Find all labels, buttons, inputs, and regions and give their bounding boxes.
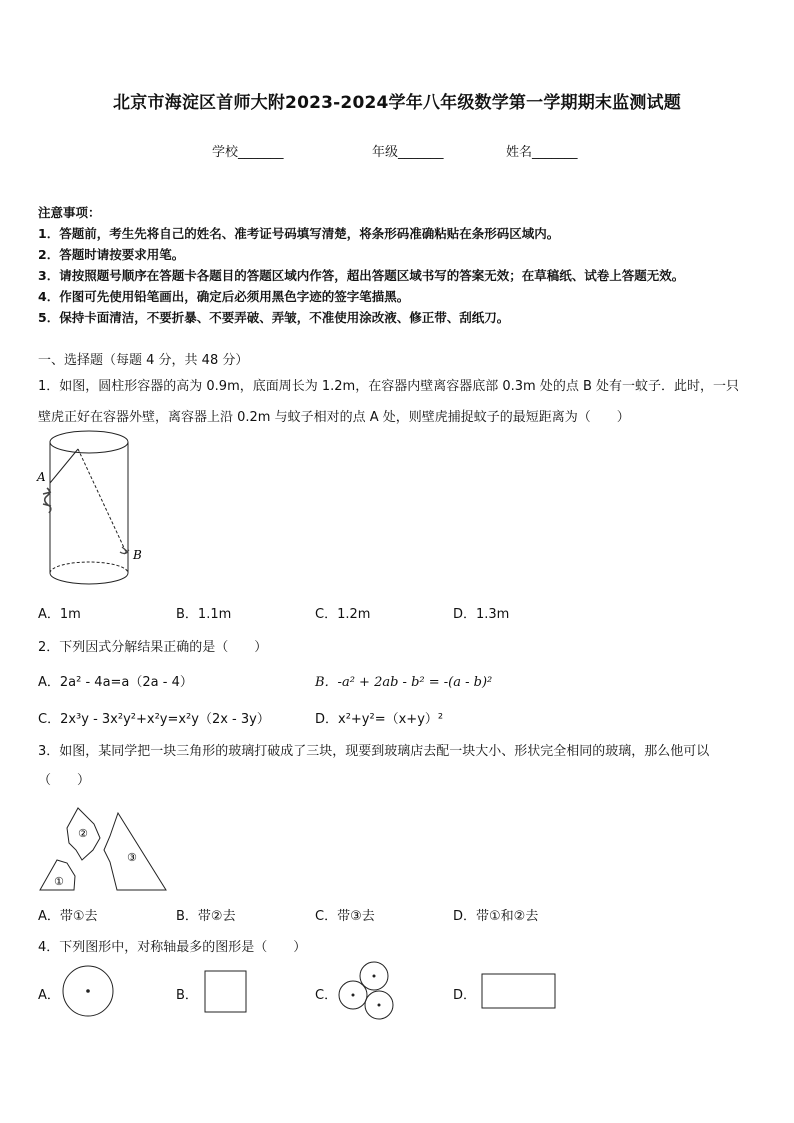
square-shape	[204, 970, 248, 1014]
q1-option-d: D．1.3m	[453, 607, 510, 622]
q4-stem: 4．下列图形中，对称轴最多的图形是（ ）	[38, 940, 307, 955]
cylinder-figure	[34, 428, 154, 598]
note-item: 2．答题时请按要求用笔。	[38, 247, 185, 262]
q2-option-c: C．2x³y - 3x²y²+x²y=x²y（2x - 3y）	[38, 712, 270, 727]
broken-glass-figure	[38, 800, 170, 895]
section-heading: 一、选择题（每题 4 分，共 48 分）	[38, 353, 249, 368]
q4-option-b: B．	[176, 988, 198, 1003]
q4-option-a: A．	[38, 988, 60, 1003]
point-b-label: B	[133, 548, 142, 562]
q1-option-c: C．1.2m	[315, 607, 371, 622]
name-field: 姓名_______	[506, 145, 578, 160]
piece-label-2: ②	[78, 827, 88, 840]
q1-stem-line2: 壁虎正好在容器外壁，离容器上沿 0.2m 与蚊子相对的点 A 处，则壁虎捕捉蚊子的最短距离为（ ）	[38, 410, 630, 425]
three-circles-shape	[336, 960, 398, 1022]
note-item: 1．答题前，考生先将自己的姓名、准考证号码填写清楚，将条形码准确粘贴在条形码区域内。	[38, 226, 560, 241]
point-a-label: A	[37, 470, 46, 484]
page-title: 北京市海淀区首师大附2023-2024学年八年级数学第一学期期末监测试题	[113, 93, 681, 113]
q2-option-d: D．x²+y²=（x+y）²	[315, 712, 444, 727]
grade-field: 年级_______	[372, 145, 444, 160]
q4-option-c: C．	[315, 988, 338, 1003]
q1-option-a: A．1m	[38, 607, 81, 622]
q4-option-d: D．	[453, 988, 477, 1003]
q2-stem: 2．下列因式分解结果正确的是（ ）	[38, 640, 268, 655]
q3-option-d: D．带①和②去	[453, 909, 539, 924]
rectangle-shape	[481, 973, 557, 1011]
piece-label-3: ③	[127, 851, 137, 864]
q3-option-a: A．带①去	[38, 909, 98, 924]
circle-shape	[61, 964, 115, 1018]
piece-label-1: ①	[54, 875, 64, 888]
q3-option-b: B．带②去	[176, 909, 236, 924]
q2-option-b: B．-a² + 2ab - b² = -(a - b)²	[315, 675, 493, 690]
q3-option-c: C．带③去	[315, 909, 375, 924]
q3-stem-line2: （ ）	[38, 773, 91, 788]
q1-stem-line1: 1．如图，圆柱形容器的高为 0.9m，底面周长为 1.2m，在容器内壁离容器底部 0.3m 处的点 B 处有一蚊子．此时，一只	[38, 379, 739, 394]
q3-stem-line1: 3．如图，某同学把一块三角形的玻璃打破成了三块，现要到玻璃店去配一块大小、形状完全相同的玻璃，那么他可以	[38, 744, 710, 759]
note-item: 5．保持卡面清洁，不要折暴、不要弄破、弄皱，不准使用涂改液、修正带、刮纸刀。	[38, 310, 510, 325]
q1-option-b: B．1.1m	[176, 607, 232, 622]
school-field: 学校_______	[212, 145, 284, 160]
note-item: 3．请按照题号顺序在答题卡各题目的答题区域内作答，超出答题区域书写的答案无效；在草稿纸、试卷上答题无效。	[38, 268, 685, 283]
q2-option-a: A．2a² - 4a=a（2a - 4）	[38, 675, 193, 690]
note-item: 4．作图可先使用铅笔画出，确定后必须用黑色字迹的签字笔描黑。	[38, 289, 410, 304]
notes-heading: 注意事项：	[38, 205, 101, 220]
